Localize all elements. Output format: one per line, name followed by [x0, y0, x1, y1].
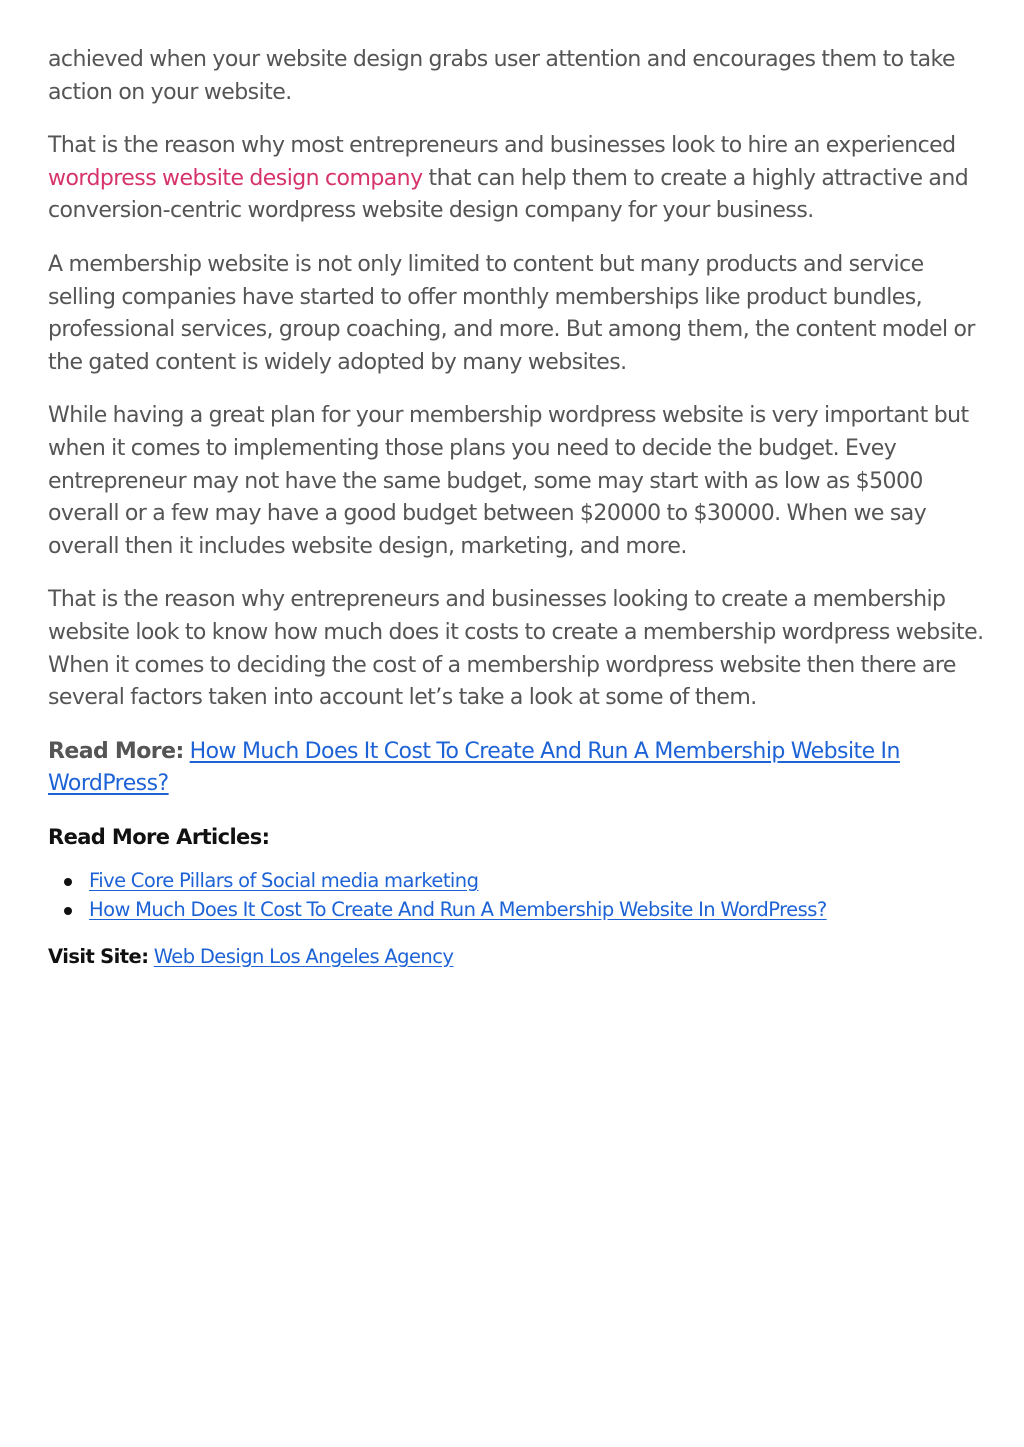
wordpress-design-company-link[interactable]: wordpress website design company [48, 165, 423, 191]
visit-site-link[interactable]: Web Design Los Angeles Agency [153, 944, 454, 968]
paragraph-hire-company-text-start: That is the reason why most entrepreneurs and businesses look to hire an experienced [48, 133, 956, 159]
paragraph-cost-factors: That is the reason why entrepreneurs and businesses looking to create a membership website look to know how much does it costs to create a membership wordpress website. When it comes to deciding the cost of a membership wordpress website then there are several factors taken into account let’s take a look at some of them. [48, 587, 984, 711]
article-link-social-media[interactable]: Five Core Pillars of Social media marketing [89, 868, 479, 892]
articles-list [48, 866, 988, 924]
article-link-membership-cost[interactable]: How Much Does It Cost To Create And Run A Membership Website In WordPress? [89, 897, 827, 921]
read-more-articles-heading: Read More Articles: [48, 824, 270, 849]
list-item [48, 895, 988, 924]
read-more-label: Read More: [48, 738, 184, 764]
visit-site-line [48, 942, 988, 971]
read-more-line [48, 736, 988, 801]
document-page [48, 44, 988, 971]
bullet-icon [64, 878, 72, 886]
read-more-link[interactable]: How Much Does It Cost To Create And Run A Membership Website In WordPress? [48, 738, 900, 797]
bullet-icon [64, 907, 72, 915]
paragraph-hire-company [48, 130, 988, 228]
paragraph-hire-company-text-end: that can help them to create a highly attractive and conversion-centric wordpress website design company for your business. [48, 165, 969, 224]
list-item [48, 866, 988, 895]
visit-site-label: Visit Site: [48, 944, 149, 968]
paragraph-membership: A membership website is not only limited to content but many products and service selling companies have started to offer monthly memberships like product bundles, professional services, group coaching, and more. But among them, the content model or the gated content is widely adopted by many websites. [48, 251, 975, 375]
paragraph-budget: While having a great plan for your membership wordpress website is very important but when it comes to implementing those plans you need to decide the budget. Evey entrepreneur may not have the same budget, some may start with as low as $5000 overall or a few may have a good budget between $20000 to $30000. When we say overall then it includes website design, marketing, and more. [48, 403, 969, 559]
paragraph-intro: achieved when your website design grabs user attention and encourages them to take action on your website. [48, 47, 955, 105]
